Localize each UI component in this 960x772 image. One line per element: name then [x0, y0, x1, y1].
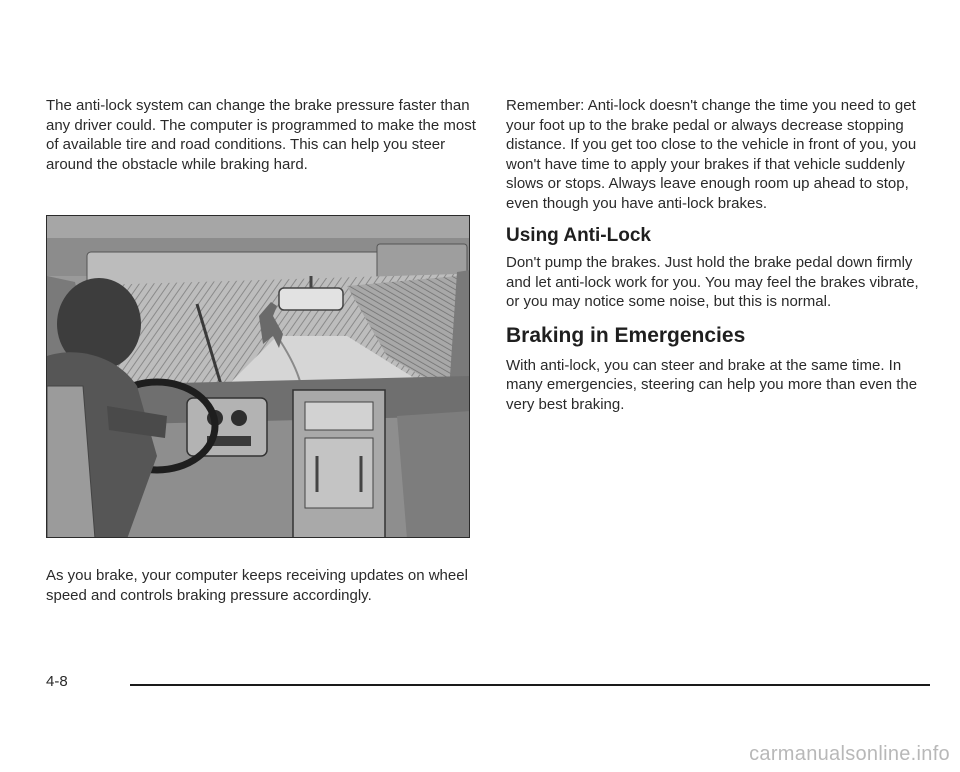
- using-anti-lock-body: Don't pump the brakes. Just hold the brake pedal down firmly and let anti-lock work for you. You may feel the brakes vibrate, or you may notice some noise, but this is normal.: [506, 254, 919, 310]
- using-anti-lock-heading: Using Anti-Lock: [506, 225, 651, 246]
- braking-emergencies-heading: Braking in Emergencies: [506, 323, 746, 347]
- remember-paragraph: Remember: Anti-lock doesn't change the time you need to get your foot up to the brake pedal or always decrease stopping distance. If you get too close to the vehicle in front of you, you won't have time to apply your brakes if that vehicle suddenly slows or stops. Always leave enough room up ahead to stop, even though you have anti-lock brakes.: [506, 97, 917, 212]
- driver-interior-drawing: [47, 216, 470, 538]
- braking-emergencies-body: With anti-lock, you can steer and brake at the same time. In many emergencies, steering can help you more than even the very best braking.: [506, 356, 918, 413]
- watermark-text: carmanualsonline.info: [749, 743, 950, 765]
- driver-interior-illustration: [46, 215, 470, 538]
- illustration-caption: [46, 566, 471, 605]
- footer-rule: [130, 684, 930, 686]
- right-column: [506, 96, 926, 414]
- page-footer: [46, 672, 926, 696]
- page-number: 4-8: [46, 673, 68, 690]
- caption-paragraph: As you brake, your computer keeps receiving updates on wheel speed and controls braking pressure accordingly.: [46, 567, 468, 604]
- left-column: [46, 96, 476, 174]
- intro-paragraph: The anti-lock system can change the brake pressure faster than any driver could. The computer is programmed to make the most of available tire and road conditions. This can help you steer around the obstacle while braking hard.: [46, 97, 476, 173]
